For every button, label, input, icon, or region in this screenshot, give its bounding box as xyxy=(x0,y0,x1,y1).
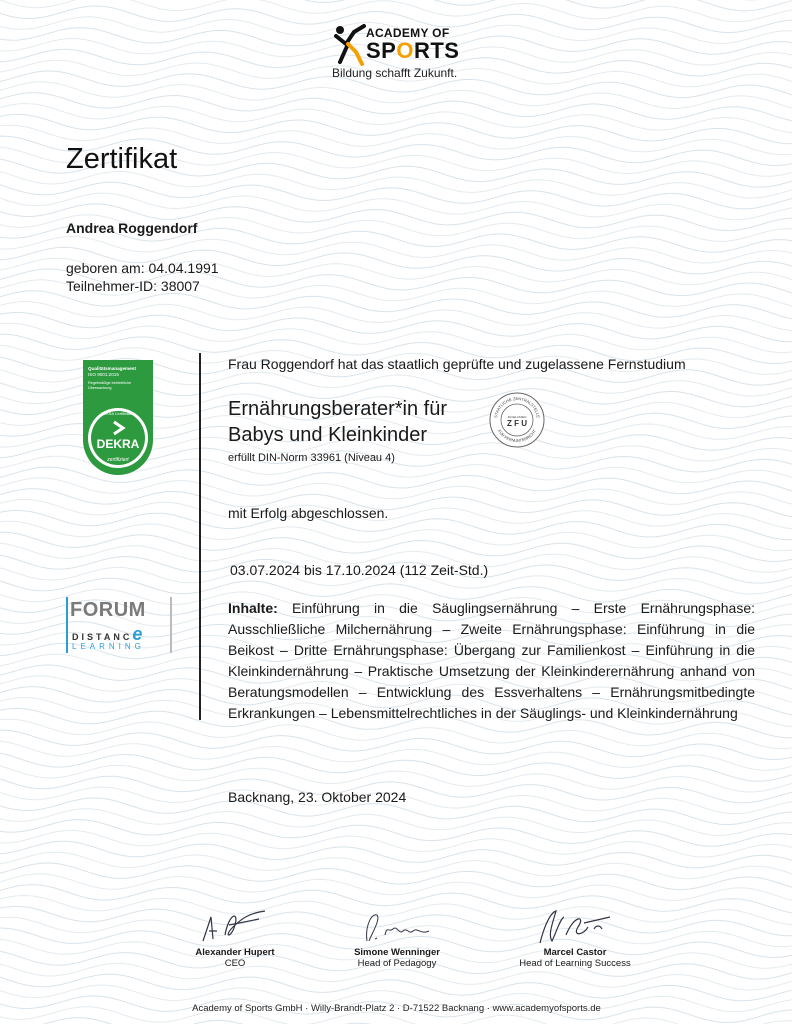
forum-line-2: DISTANCe xyxy=(72,624,143,644)
forum-line-1: FORUM xyxy=(70,599,146,621)
course-title-line-1: Ernährungsberater*in für xyxy=(228,398,448,420)
vertical-divider xyxy=(199,353,201,720)
din-norm: erfüllt DIN-Norm 33961 (Niveau 4) xyxy=(228,452,395,464)
dekra-cert: DEKRA Certification xyxy=(101,412,135,416)
wave-line xyxy=(0,193,792,220)
signature-block-pedagogy xyxy=(322,905,472,969)
dekra-brand: DEKRA xyxy=(96,437,140,451)
forum-right-bar xyxy=(170,597,172,653)
athlete-icon xyxy=(330,22,370,68)
course-title xyxy=(228,396,488,448)
academy-of-sports-logo xyxy=(330,22,470,84)
signature-block-learning-success xyxy=(500,905,650,969)
course-title-line-2: Babys und Kleinkinder xyxy=(228,424,428,446)
participant-name: Andrea Roggendorf xyxy=(66,220,198,236)
course-contents xyxy=(228,598,755,724)
signatory-name: Simone Wenninger xyxy=(354,947,440,958)
zfu-sub: ZUGELASSEN xyxy=(507,415,527,419)
contents-label: Inhalte: xyxy=(228,600,278,616)
signatory-name: Alexander Hupert xyxy=(195,947,275,958)
contents-text: Einführung in die Säuglingsernährung – Erste Ernährungsphase: Ausschließliche Milchernährung – Zweite Ernährungsphase: Einführung in die Beikost – Dritte Ernährungsphase: Übergang zur Familienkost – Einführung in die Kleinkindernährung – Praktische Umsetzung der Kleinkinderernährung anhand von Beratungsmodellen – Entwicklung des Essverhaltens – Ernährungsmitbedingte Erkrankungen – Lebensmittelrechtliches in der Säuglings- und Kleinkindernährung xyxy=(228,600,755,721)
dekra-line3: Regelmäßige betriebliche xyxy=(88,381,132,385)
wave-line xyxy=(0,521,792,550)
wave-line xyxy=(0,830,792,857)
certificate-title: Zertifikat xyxy=(66,143,178,175)
intro-text: Frau Roggendorf hat das staatlich geprüfte und zugelassene Fernstudium xyxy=(228,356,686,372)
zfu-seal xyxy=(489,392,545,448)
wave-line xyxy=(0,0,792,22)
course-dates: 03.07.2024 bis 17.10.2024 (112 Zeit-Std.) xyxy=(230,562,489,578)
forum-line-3: LEARNING xyxy=(72,642,145,651)
dekra-iso: ISO 9001:2015 xyxy=(88,372,119,377)
dekra-status: zertifiziert xyxy=(107,457,129,463)
wave-line xyxy=(0,852,792,879)
wave-line xyxy=(0,104,792,133)
wave-line xyxy=(0,809,792,836)
wave-line xyxy=(0,841,792,868)
zfu-center: Z F U xyxy=(507,419,527,428)
wave-line xyxy=(0,323,792,352)
participant-id: Teilnehmer-ID: 38007 xyxy=(66,278,200,294)
forum-distance-learning-logo xyxy=(66,597,174,657)
signature-block-ceo xyxy=(160,905,310,969)
signature-scribble-1 xyxy=(195,905,275,945)
forum-left-bar xyxy=(66,597,68,653)
signature-scribble-2 xyxy=(357,905,437,945)
zfu-ring-bottom: FÜR FERNUNTERRICHT xyxy=(496,428,538,444)
logo-line-1: ACADEMY OF xyxy=(366,26,450,40)
wave-line xyxy=(0,478,792,505)
birth-date: geboren am: 04.04.1991 xyxy=(66,260,219,276)
signatory-name: Marcel Castor xyxy=(543,947,607,958)
logo-line-2: SPORTS xyxy=(366,38,460,63)
zfu-ring-top: STAATLICHE ZENTRALSTELLE xyxy=(493,395,541,419)
signatory-role: Head of Learning Success xyxy=(519,958,631,969)
dekra-qm: Qualitätsmanagement xyxy=(88,366,136,371)
wave-line xyxy=(0,874,792,901)
signature-scribble-3 xyxy=(530,905,620,945)
place-and-date: Backnang, 23. Oktober 2024 xyxy=(228,789,407,805)
wave-line xyxy=(0,82,792,109)
signatory-role: Head of Pedagogy xyxy=(357,958,437,969)
signatory-role: CEO xyxy=(224,958,246,969)
completion-text: mit Erfolg abgeschlossen. xyxy=(228,505,389,521)
dekra-certification-badge xyxy=(83,360,153,475)
wave-line xyxy=(0,765,792,792)
dekra-line4: Überwachung xyxy=(88,386,112,390)
wave-line xyxy=(0,741,792,770)
footer-address: Academy of Sports GmbH · Willy-Brandt-Platz 2 · D-71522 Backnang · www.academyofsports.de xyxy=(192,1003,601,1014)
logo-tagline: Bildung schafft Zukunft. xyxy=(332,66,458,80)
